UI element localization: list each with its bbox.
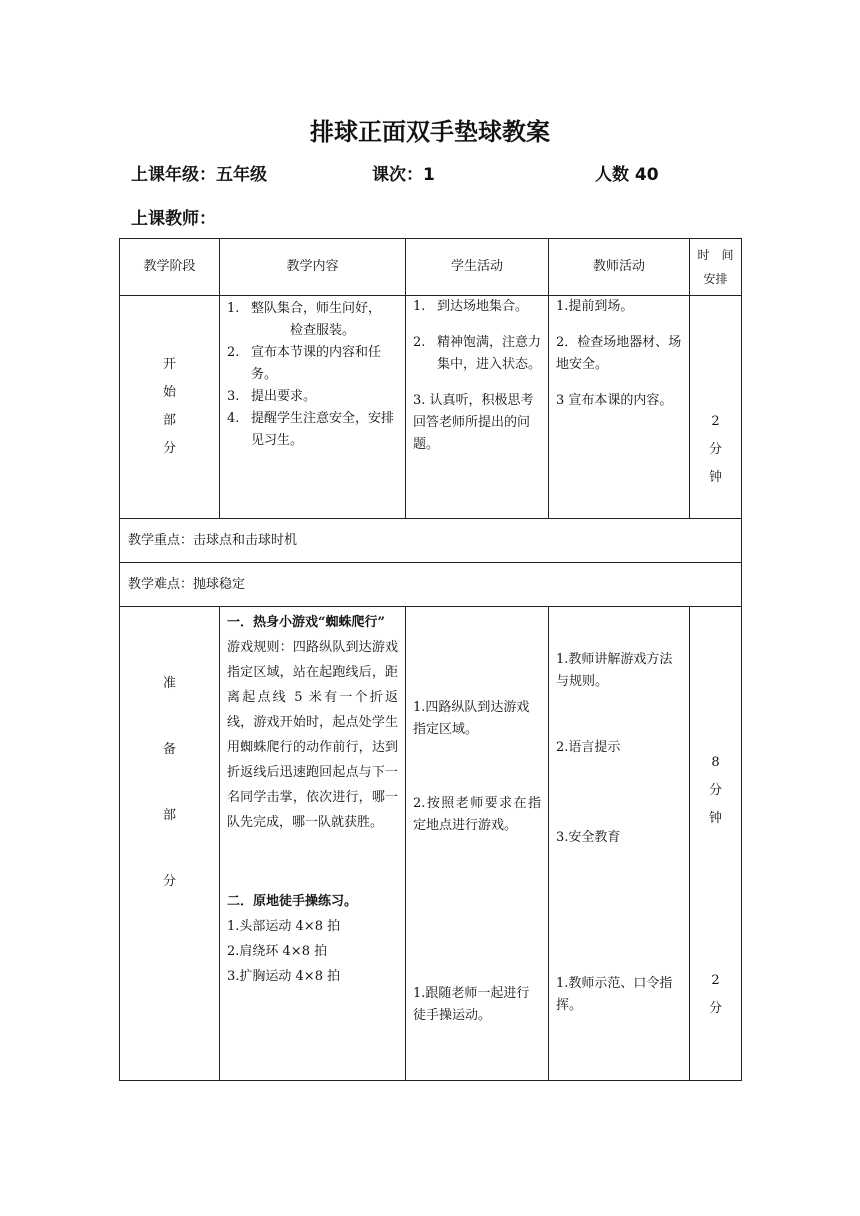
prep-teacher-cell bbox=[549, 607, 690, 1081]
list-item: 2. 精神饱满，注意力集中，进入状态。 bbox=[413, 335, 542, 372]
list-item: 1.跟随老师一起进行徒手操运动。 bbox=[413, 986, 530, 1023]
time-char: 钟 bbox=[708, 811, 722, 826]
stage-char: 部 bbox=[162, 413, 176, 428]
time-char: 2 bbox=[711, 973, 720, 988]
header-content: 教学内容 bbox=[220, 239, 406, 296]
list-item: 3. 认真听，积极思考回答老师所提出的问题。 bbox=[413, 393, 534, 452]
stage-start bbox=[120, 296, 220, 519]
time-char: 分 bbox=[708, 1001, 722, 1016]
time-char: 分 bbox=[708, 442, 722, 457]
list-item: 1.四路纵队到达游戏指定区域。 bbox=[413, 700, 530, 737]
header-teacher-activity: 教师活动 bbox=[549, 239, 690, 296]
exercise-item: 2.肩绕环 4×8 拍 bbox=[227, 944, 328, 959]
time-char: 8 bbox=[711, 755, 720, 770]
time-char: 分 bbox=[708, 783, 722, 798]
document-title: 排球正面双手垫球教案 bbox=[310, 118, 550, 146]
stage-char: 备 bbox=[162, 742, 176, 757]
list-item-continuation: 检查服装。 bbox=[289, 323, 355, 338]
header-stage: 教学阶段 bbox=[120, 239, 220, 296]
table-row-start bbox=[120, 296, 742, 519]
exercise-title: 二．原地徒手操练习。 bbox=[227, 894, 358, 909]
stage-char: 部 bbox=[162, 808, 176, 823]
start-teacher-cell bbox=[549, 296, 690, 519]
stage-char: 分 bbox=[162, 441, 176, 456]
stage-char: 始 bbox=[162, 385, 176, 400]
list-item: 1.教师示范、口令指挥。 bbox=[556, 976, 673, 1013]
header-time-line1: 时 间 bbox=[697, 248, 734, 262]
start-time-cell bbox=[690, 296, 742, 519]
teacher-label: 上课教师： bbox=[131, 209, 216, 229]
table-row-key-point bbox=[120, 519, 742, 563]
key-point-text: 教学重点：击球点和击球时机 bbox=[120, 519, 742, 563]
header-time bbox=[690, 239, 742, 296]
prep-content-cell bbox=[220, 607, 406, 1081]
stage-char: 开 bbox=[162, 357, 176, 372]
table-row-prep bbox=[120, 607, 742, 1081]
header-student-activity: 学生活动 bbox=[406, 239, 549, 296]
prep-time-cell bbox=[690, 607, 742, 1081]
list-item: 1.提前到场。 bbox=[556, 299, 634, 314]
table-header-row bbox=[120, 239, 742, 296]
game-title: 一．热身小游戏“蜘蛛爬行” bbox=[227, 615, 385, 630]
stage-char: 分 bbox=[162, 874, 176, 889]
list-item: 3.安全教育 bbox=[556, 830, 621, 845]
list-item: 1.教师讲解游戏方法与规则。 bbox=[556, 652, 673, 689]
list-item: 3. 提出要求。 bbox=[227, 389, 317, 404]
lesson-number-label: 课次：1 bbox=[372, 165, 435, 185]
start-content-cell bbox=[220, 296, 406, 519]
stage-prep bbox=[120, 607, 220, 1081]
table-row-difficulty bbox=[120, 563, 742, 607]
exercise-item: 3.扩胸运动 4×8 拍 bbox=[227, 969, 341, 984]
list-item: 2. 宣布本节课的内容和任务。 bbox=[227, 345, 382, 382]
game-rules: 游戏规则：四路纵队到达游戏指定区域，站在起跑线后，距离起点线 5 米有一个折返线，游戏开始时，起点处学生用蜘蛛爬行的动作前行，达到折返线后迅速跑回起点与下一名同学击掌，依次进行，哪一队先完成，哪一队就获胜。 bbox=[227, 640, 398, 830]
lesson-plan-table bbox=[119, 238, 742, 1081]
grade-label: 上课年级：五年级 bbox=[131, 165, 267, 185]
list-item: 2.按照老师要求在指定地点进行游戏。 bbox=[413, 796, 541, 833]
stage-char: 准 bbox=[162, 676, 176, 691]
list-item: 4. 提醒学生注意安全，安排见习生。 bbox=[227, 411, 395, 448]
prep-student-cell bbox=[406, 607, 549, 1081]
student-count-label: 人数 40 bbox=[595, 165, 659, 185]
list-item: 3 宣布本课的内容。 bbox=[556, 393, 673, 408]
time-char: 钟 bbox=[708, 470, 722, 485]
list-item: 1. 整队集合，师生问好， bbox=[227, 301, 382, 316]
list-item: 1. 到达场地集合。 bbox=[413, 299, 529, 314]
start-student-cell bbox=[406, 296, 549, 519]
exercise-item: 1.头部运动 4×8 拍 bbox=[227, 919, 341, 934]
difficulty-text: 教学难点：抛球稳定 bbox=[120, 563, 742, 607]
time-char: 2 bbox=[711, 414, 720, 429]
header-time-line2: 安排 bbox=[703, 272, 728, 286]
list-item: 2．检查场地器材、场地安全。 bbox=[556, 335, 682, 372]
list-item: 2.语言提示 bbox=[556, 740, 621, 755]
